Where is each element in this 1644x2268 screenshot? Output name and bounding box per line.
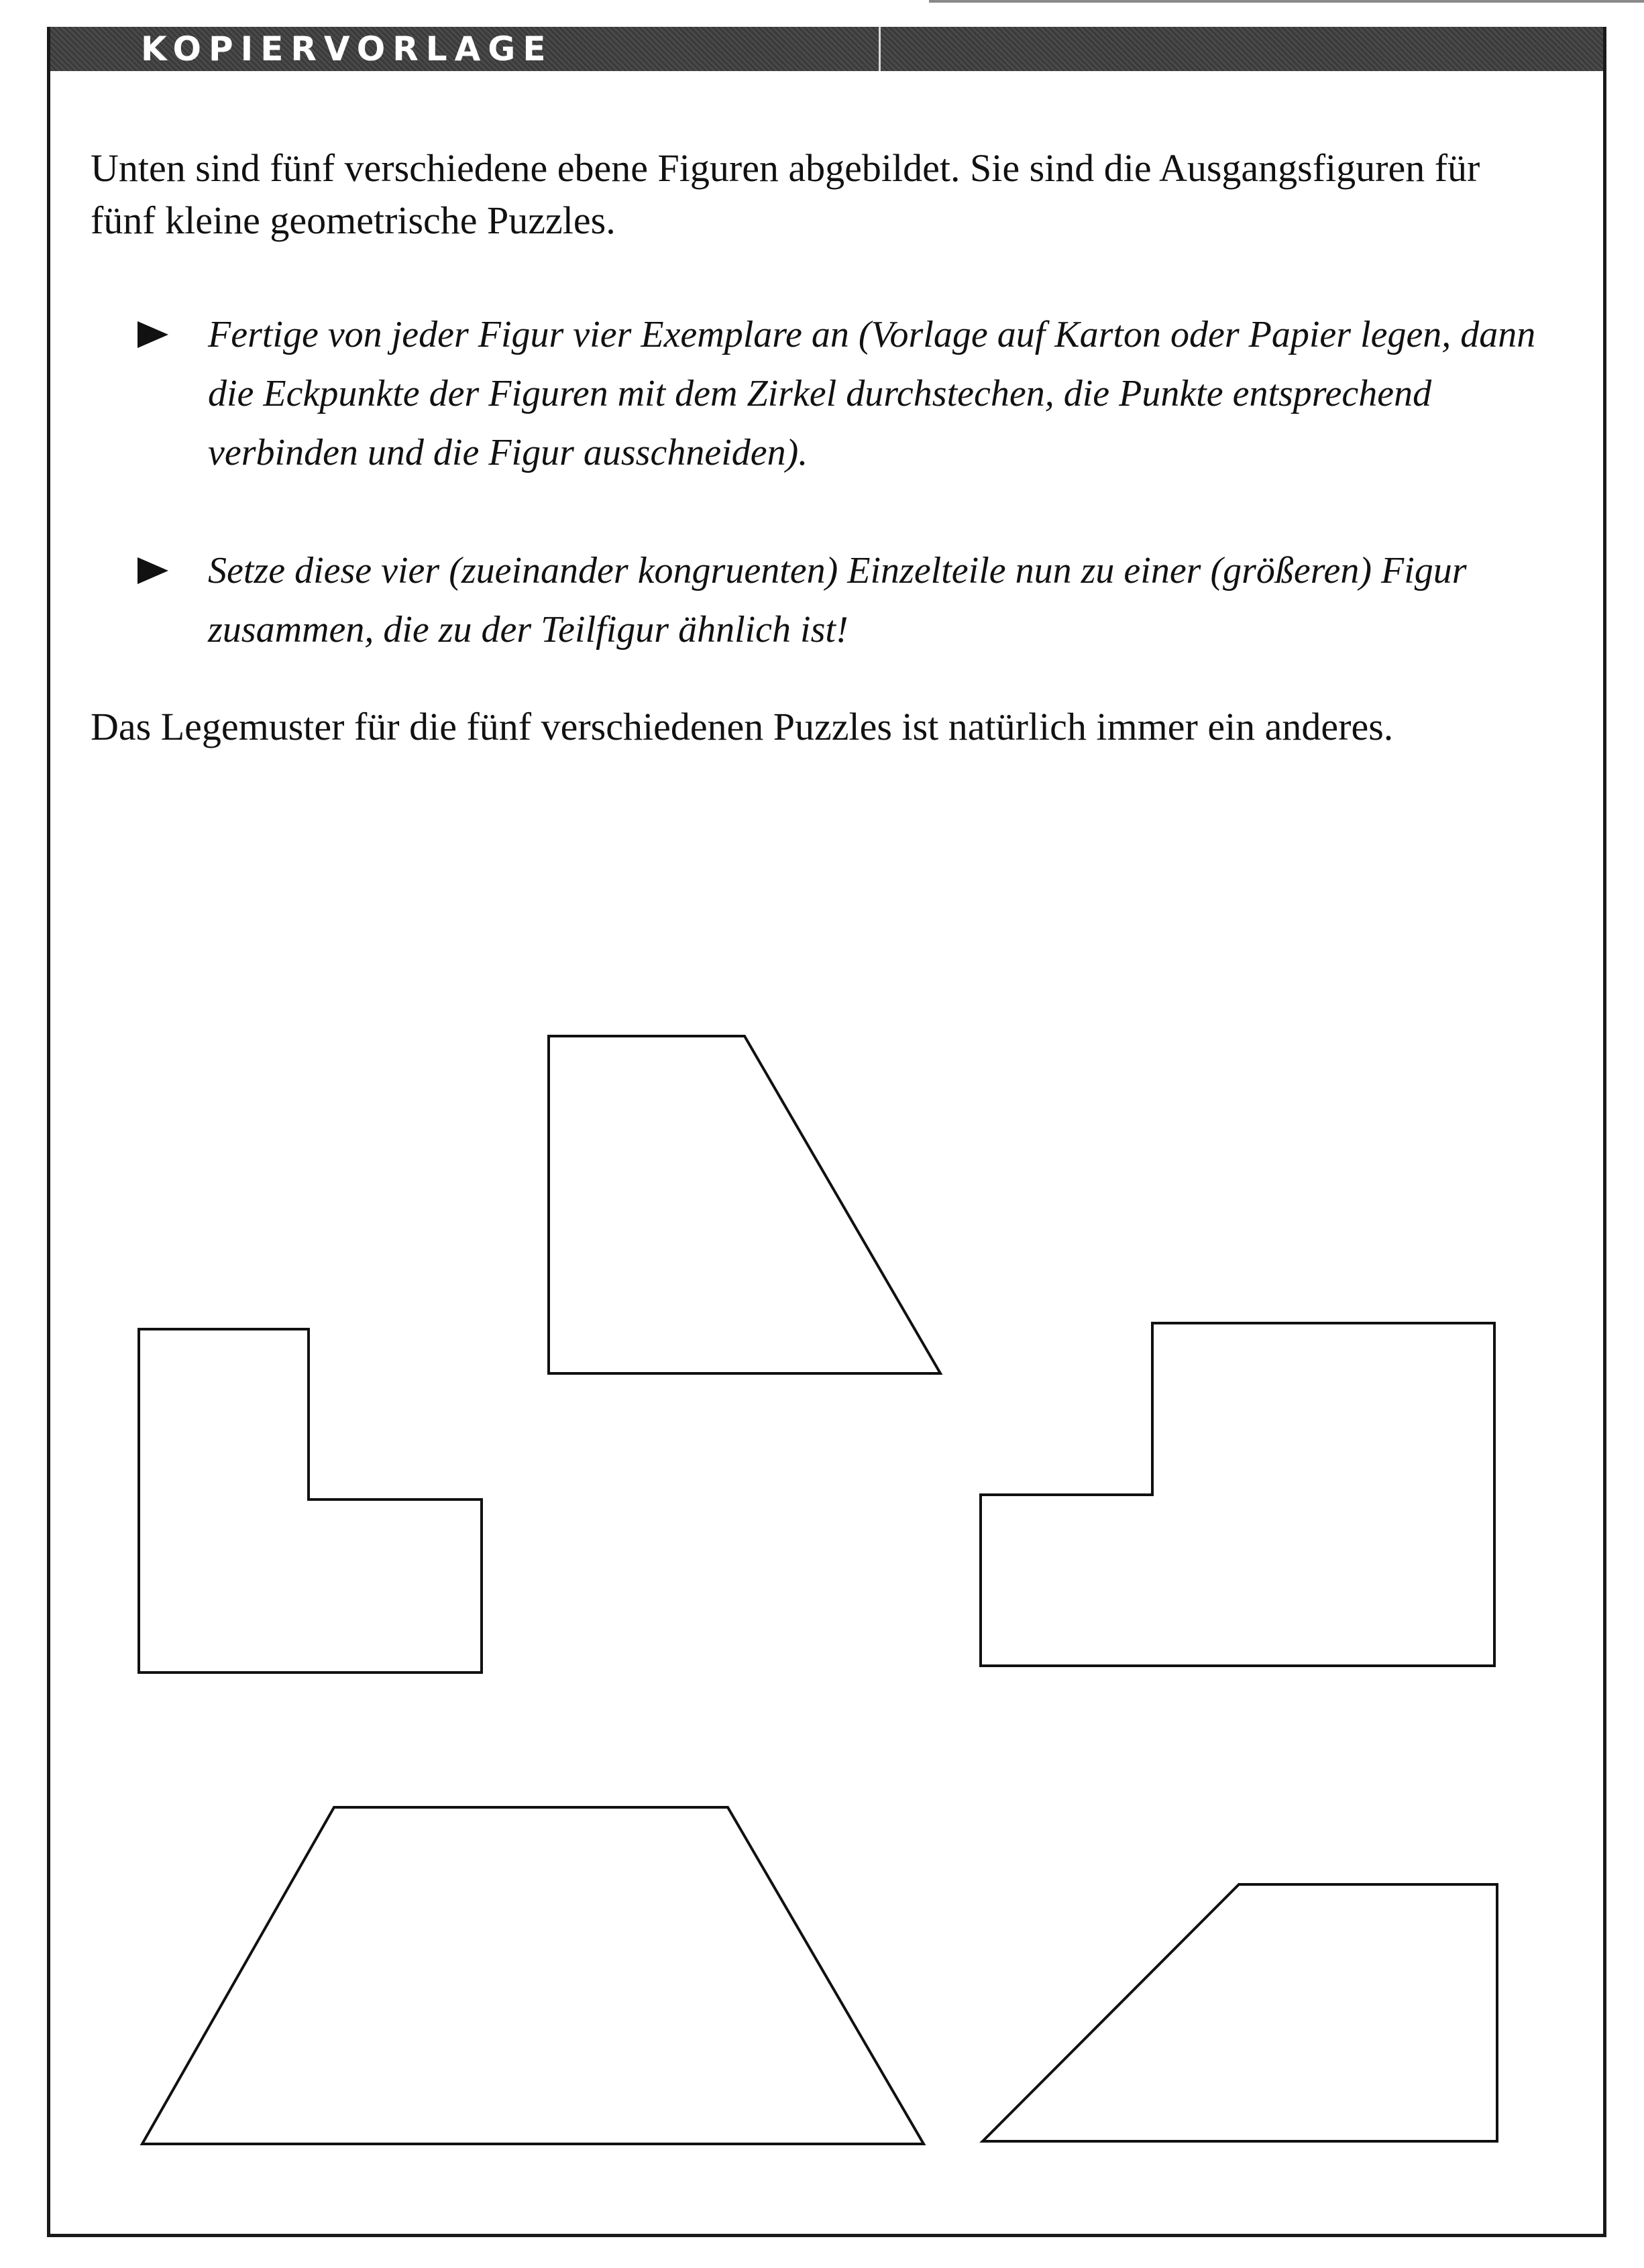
figure-right-trapezoid: [549, 1036, 940, 1373]
header-title: KOPIERVORLAGE: [141, 30, 553, 68]
outro-paragraph: Das Legemuster für die fünf verschiedenen Puzzles ist natürlich immer ein anderes.: [91, 705, 1394, 748]
figure-cut-corner-trapezoid: [983, 1884, 1497, 2141]
figure-l-shape: [139, 1329, 482, 1672]
figure-step-shape: [981, 1323, 1494, 1666]
figure-isosceles-trapezoid: [142, 1807, 924, 2144]
instruction-text: Setze diese vier (zueinander kongruenten) Einzelteile nun zu einer (größeren) Figur zusammen, die zu der Teilfigur ähnlich ist!: [208, 550, 1467, 650]
intro-paragraph: Unten sind fünf verschiedene ebene Figuren abgebildet. Sie sind die Ausgangsfiguren für fünf kleine geometrische Puzzles.: [91, 146, 1480, 242]
instruction-text: Fertige von jeder Figur vier Exemplare an (Vorlage auf Karton oder Papier legen, dann die Eckpunkte der Figuren mit dem Zirkel durchstechen, die Punkte entsprechend verbinden und die Figur ausschneiden).: [208, 314, 1536, 473]
